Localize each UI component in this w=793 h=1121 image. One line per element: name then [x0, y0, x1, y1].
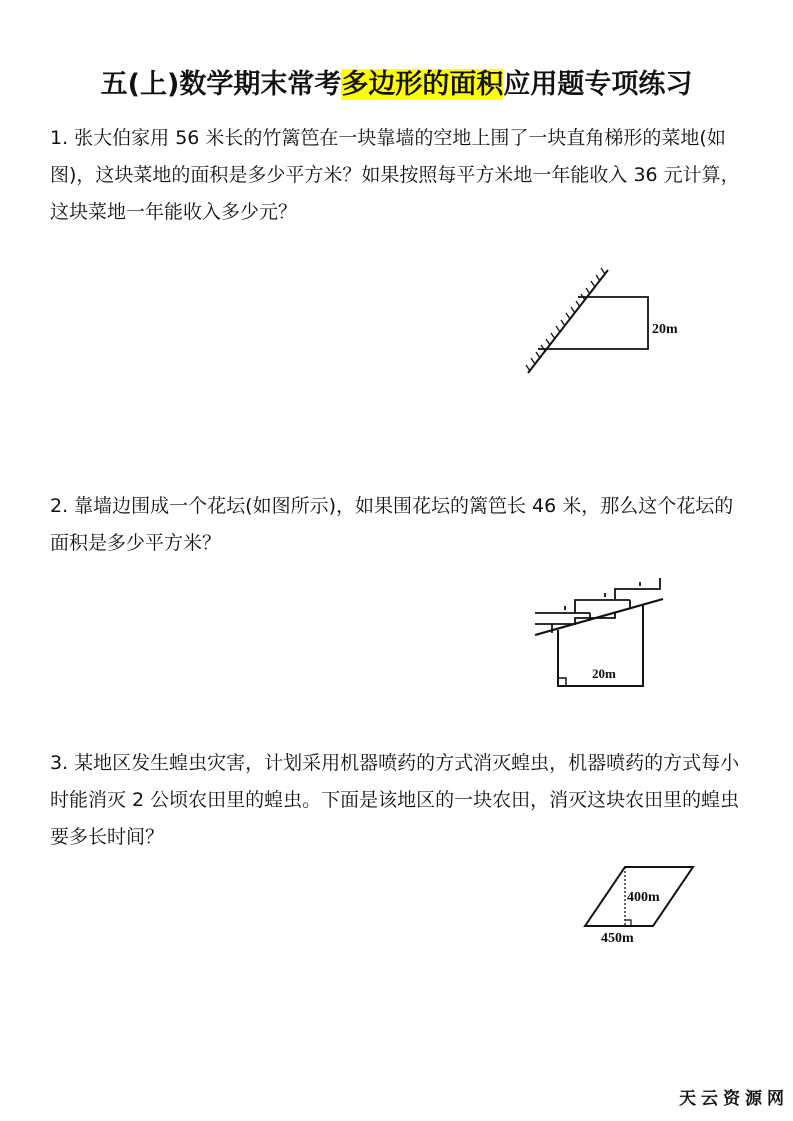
question-1: 1. 张大伯家用 56 米长的竹篱笆在一块靠墙的空地上围了一块直角梯形的菜地(如图)，这块菜地的面积是多少平方米？如果按照每平方米地一年能收入 36 元计算，这块菜地一年能收入多少元？: [50, 127, 740, 223]
question-2: 2. 靠墙边围成一个花坛(如图所示)，如果围花坛的篱笆长 46 米，那么这个花坛的面积是多少平方米？: [50, 495, 734, 554]
figure-1-label: 20m: [652, 322, 678, 337]
figure-trapezoid-wall: [520, 265, 690, 384]
title-prefix: 五(上)数学期末常考: [100, 69, 342, 100]
figure-parallelogram: [575, 860, 700, 954]
figure-3-base: 450m: [601, 931, 634, 946]
figure-3-height: 400m: [627, 890, 660, 905]
title-highlight: 多边形的面积: [341, 69, 504, 100]
watermark: 天云资源网: [679, 1089, 789, 1109]
page-title: [0, 62, 793, 101]
figure-2-label: 20m: [592, 666, 616, 681]
question-3: 3. 某地区发生蝗虫灾害，计划采用机器喷药的方式消灭蝗虫，机器喷药的方式每小时能消灭 2 公顷农田里的蝗虫。下面是该地区的一块农田，消灭这块农田里的蝗虫要多长时间？: [50, 752, 740, 848]
title-suffix: 应用题专项练习: [503, 69, 693, 100]
figure-trapezoid-stair: [530, 575, 670, 694]
